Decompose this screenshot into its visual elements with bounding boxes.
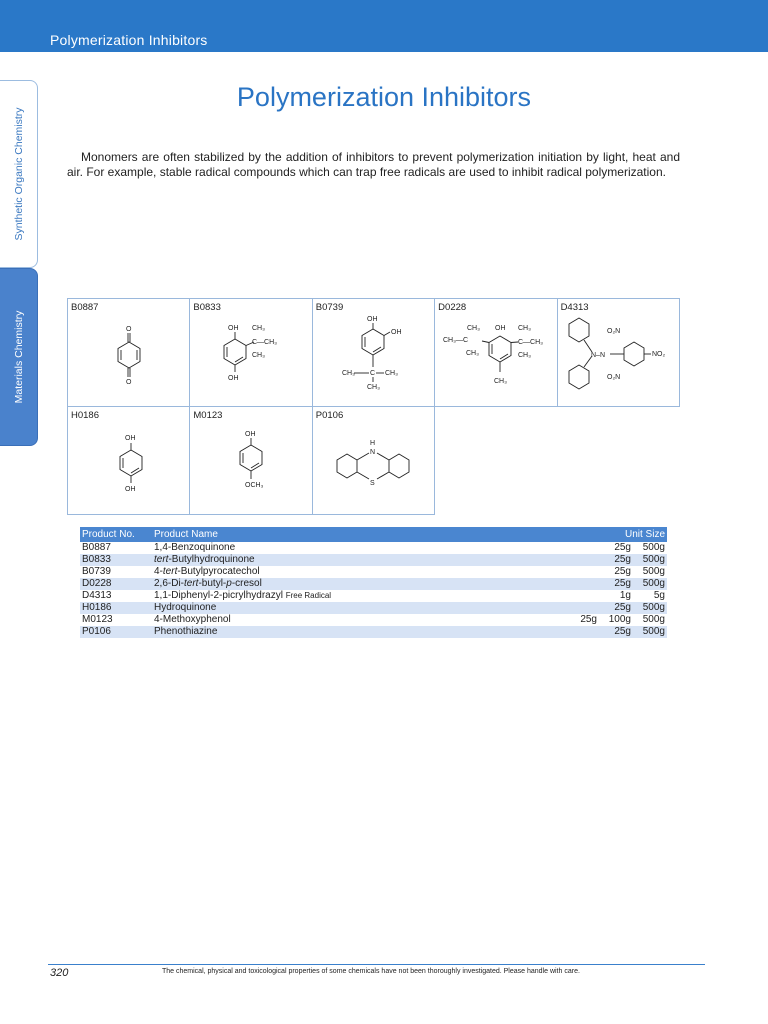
atom-label: H bbox=[369, 440, 375, 447]
structure-tert-butylpyrocatechol bbox=[313, 299, 435, 407]
column-header-product-name: Product Name bbox=[152, 527, 565, 542]
product-name: 1,1-Diphenyl-2-picrylhydrazyl Free Radical bbox=[154, 590, 332, 601]
atom-label: OH bbox=[495, 325, 506, 332]
unit-size: 500g bbox=[633, 602, 667, 614]
atom-label: CH₃—C bbox=[443, 337, 469, 344]
header-title: Polymerization Inhibitors bbox=[50, 32, 208, 48]
atom-label: OH bbox=[228, 375, 239, 382]
column-header-product-no: Product No. bbox=[80, 527, 152, 542]
atom-label: CH₃ bbox=[518, 325, 532, 332]
unit-size: 100g bbox=[608, 614, 631, 625]
structure-dpph bbox=[558, 299, 680, 407]
unit-size bbox=[565, 626, 599, 638]
product-name: 4-Methoxyphenol bbox=[154, 614, 231, 625]
structure-cell-b0739 bbox=[312, 298, 435, 407]
column-header-unit-size: Unit Size bbox=[565, 527, 667, 542]
product-table bbox=[80, 527, 667, 638]
product-no: B0833 bbox=[80, 554, 152, 566]
atom-label: CH₃ bbox=[494, 378, 508, 385]
atom-label: CH₃ bbox=[252, 325, 266, 332]
structure-hydroquinone bbox=[68, 407, 190, 515]
unit-size: 25g bbox=[614, 566, 631, 577]
product-code: B0887 bbox=[71, 302, 99, 313]
table-row[interactable] bbox=[80, 578, 667, 590]
unit-size bbox=[565, 566, 599, 578]
product-name: tert-Butylhydroquinone bbox=[152, 554, 565, 566]
atom-label: N–N bbox=[590, 352, 605, 359]
atom-label: C—CH₃ bbox=[252, 339, 278, 346]
product-code: P0106 bbox=[315, 410, 344, 421]
atom-label: CH₃ bbox=[384, 370, 398, 377]
atom-label: OH bbox=[125, 435, 136, 442]
unit-size: 25g bbox=[614, 542, 631, 553]
unit-size: 25g bbox=[599, 626, 633, 638]
structure-cell-d0228 bbox=[434, 298, 557, 407]
structure-cell-b0887 bbox=[67, 298, 190, 407]
product-code: D4313 bbox=[560, 302, 589, 313]
table-row[interactable] bbox=[80, 554, 667, 566]
structure-grid bbox=[67, 298, 679, 514]
structure-cell-h0186 bbox=[67, 406, 190, 515]
page-title: Polymerization Inhibitors bbox=[236, 82, 532, 112]
structure-cell-b0833 bbox=[189, 298, 312, 407]
table-row[interactable] bbox=[80, 542, 667, 554]
atom-label: O bbox=[126, 379, 132, 386]
page-number: 320 bbox=[50, 967, 69, 979]
atom-label: N bbox=[369, 449, 375, 456]
product-name: Phenothiazine bbox=[152, 626, 565, 638]
product-no: H0186 bbox=[80, 602, 152, 614]
unit-size: 500g bbox=[633, 626, 667, 638]
unit-size: 500g bbox=[642, 614, 665, 625]
product-no: P0106 bbox=[80, 626, 152, 638]
side-tab-label: Synthetic Organic Chemistry bbox=[12, 107, 25, 241]
unit-size: 5g bbox=[653, 590, 665, 601]
unit-size: 500g bbox=[633, 578, 667, 590]
atom-label: NO₂ bbox=[651, 351, 665, 358]
side-tab-materials-chemistry[interactable] bbox=[0, 268, 38, 446]
product-code: B0739 bbox=[315, 302, 344, 313]
product-name: 4-tert-Butylpyrocatechol bbox=[154, 566, 260, 577]
unit-size bbox=[565, 578, 599, 590]
product-name: Hydroquinone bbox=[152, 602, 565, 614]
unit-size: 25g bbox=[580, 614, 597, 625]
atom-label: C bbox=[369, 370, 375, 377]
structure-di-tert-butyl-cresol bbox=[435, 299, 557, 407]
product-name: 2,6-Di-tert-butyl-p-cresol bbox=[152, 578, 565, 590]
side-tab-label: Materials Chemistry bbox=[12, 310, 25, 404]
table-row[interactable] bbox=[80, 626, 667, 638]
atom-label: CH₃ bbox=[518, 352, 532, 359]
product-code: H0186 bbox=[71, 410, 99, 421]
atom-label: O₂N bbox=[606, 328, 620, 335]
atom-label: OH bbox=[245, 431, 256, 438]
product-no: D0228 bbox=[80, 578, 152, 590]
unit-size: 25g bbox=[599, 554, 633, 566]
product-no: B0739 bbox=[82, 566, 111, 577]
atom-label: CH₃ bbox=[467, 325, 481, 332]
unit-size bbox=[565, 590, 599, 602]
product-no: B0887 bbox=[82, 542, 111, 553]
unit-size: 25g bbox=[599, 578, 633, 590]
table-header-row bbox=[80, 527, 667, 542]
table-row[interactable] bbox=[80, 614, 667, 626]
structure-cell-m0123 bbox=[189, 406, 312, 515]
structure-benzoquinone bbox=[68, 299, 190, 407]
footer-note: The chemical, physical and toxicological properties of some chemicals have not been thoroughly investigated. Please handle with care. bbox=[162, 968, 580, 975]
structure-cell-p0106 bbox=[312, 406, 435, 515]
structure-cell-d4313 bbox=[557, 298, 680, 407]
unit-size bbox=[565, 554, 599, 566]
unit-size: 500g bbox=[642, 542, 665, 553]
unit-size bbox=[565, 602, 599, 614]
atom-label: S bbox=[369, 480, 375, 487]
atom-label: CH₃ bbox=[466, 350, 480, 357]
atom-label: C—CH₃ bbox=[518, 339, 544, 346]
product-code: M0123 bbox=[193, 410, 223, 421]
atom-label: OCH₃ bbox=[245, 482, 264, 489]
structure-tert-butylhydroquinone bbox=[190, 299, 312, 407]
unit-size: 25g bbox=[599, 602, 633, 614]
footer-divider bbox=[48, 964, 705, 965]
intro-paragraph: Monomers are often stabilized by the addition of inhibitors to prevent polymerization initiation by light, heat and air. For example, stable radical compounds which can trap free radicals are used to inhibit radical polymerization. bbox=[67, 150, 680, 179]
atom-label: CH₃ bbox=[341, 370, 355, 377]
unit-size: 1g bbox=[619, 590, 631, 601]
atom-label: OH bbox=[125, 486, 136, 493]
product-no: M0123 bbox=[82, 614, 113, 625]
structure-phenothiazine bbox=[313, 407, 435, 515]
unit-size: 500g bbox=[633, 554, 667, 566]
table-row[interactable] bbox=[80, 590, 667, 602]
atom-label: OH bbox=[366, 316, 378, 323]
atom-label: CH₃ bbox=[366, 384, 380, 391]
atom-label: CH₃ bbox=[252, 352, 266, 359]
product-no: D4313 bbox=[82, 590, 112, 601]
atom-label: O₂N bbox=[606, 374, 620, 381]
product-code: D0228 bbox=[438, 302, 467, 313]
unit-size bbox=[565, 542, 599, 554]
unit-size: 500g bbox=[642, 566, 665, 577]
atom-label: O bbox=[126, 326, 132, 333]
atom-label: OH bbox=[390, 329, 402, 336]
product-name: 1,4-Benzoquinone bbox=[154, 542, 236, 553]
table-row[interactable] bbox=[80, 566, 667, 578]
product-code: B0833 bbox=[193, 302, 221, 313]
structure-methoxyphenol bbox=[190, 407, 312, 515]
table-row[interactable] bbox=[80, 602, 667, 614]
atom-label: OH bbox=[228, 325, 239, 332]
